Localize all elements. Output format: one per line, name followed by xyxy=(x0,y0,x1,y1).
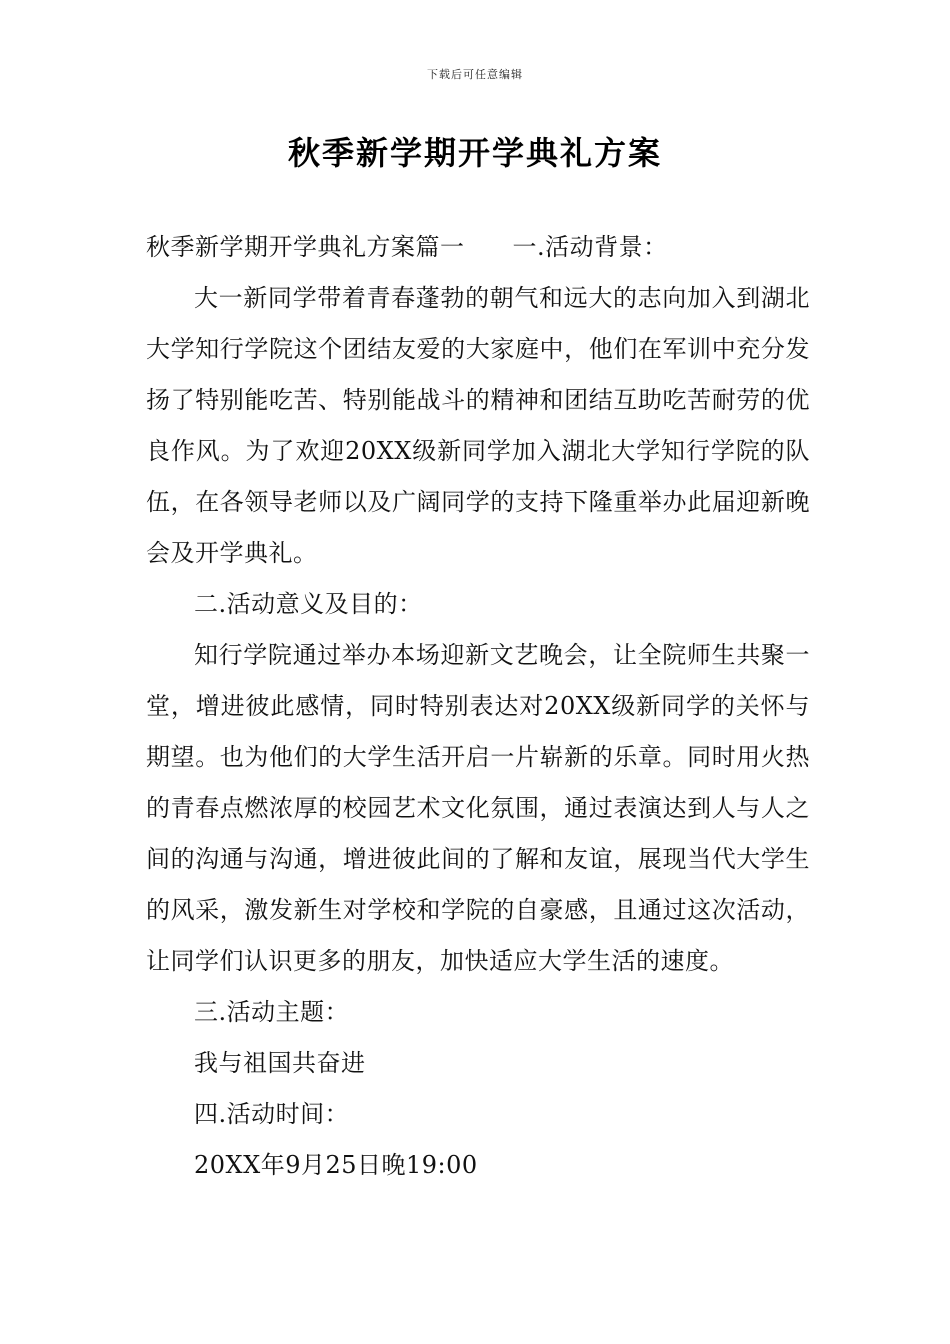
intro-line xyxy=(146,222,810,273)
section-heading-3: 三.活动主题： xyxy=(194,998,350,1026)
section-heading-4: 四.活动时间： xyxy=(194,1100,350,1128)
theme-text: 我与祖国共奋进 xyxy=(194,1049,366,1077)
paragraph-background: 大一新同学带着青春蓬勃的朝气和远大的志向加入到湖北大学知行学院这个团结友爱的大家庭中，他们在军训中充分发扬了特别能吃苦、特别能战斗的精神和团结互助吃苦耐劳的优良作风。为了欢迎20XX级新同学加入湖北大学知行学院的队伍，在各领导老师以及广阔同学的支持下隆重举办此届迎新晚会及开学典礼。 xyxy=(146,284,810,567)
intro-subtitle: 秋季新学期开学典礼方案篇一 xyxy=(146,233,465,261)
time-text: 20XX年9月25日晚19:00 xyxy=(194,1151,478,1179)
paragraph-purpose: 知行学院通过举办本场迎新文艺晚会，让全院师生共聚一堂，增进彼此感情，同时特别表达对20XX级新同学的关怀与期望。也为他们的大学生活开启一片崭新的乐章。同时用火热的青春点燃浓厚的校园艺术文化氛围，通过表演达到人与人之间的沟通与沟通，增进彼此间的了解和友谊，展现当代大学生的风采，激发新生对学校和学院的自豪感，且通过这次活动，让同学们认识更多的朋友，加快适应大学生活的速度。 xyxy=(146,641,810,975)
section-heading-1: 一.活动背景： xyxy=(512,233,668,261)
header-note: 下载后可任意编辑 xyxy=(427,68,523,81)
section-heading-2: 二.活动意义及目的： xyxy=(194,590,423,618)
document-body xyxy=(146,222,810,1191)
document-title: 秋季新学期开学典礼方案 xyxy=(287,134,662,172)
